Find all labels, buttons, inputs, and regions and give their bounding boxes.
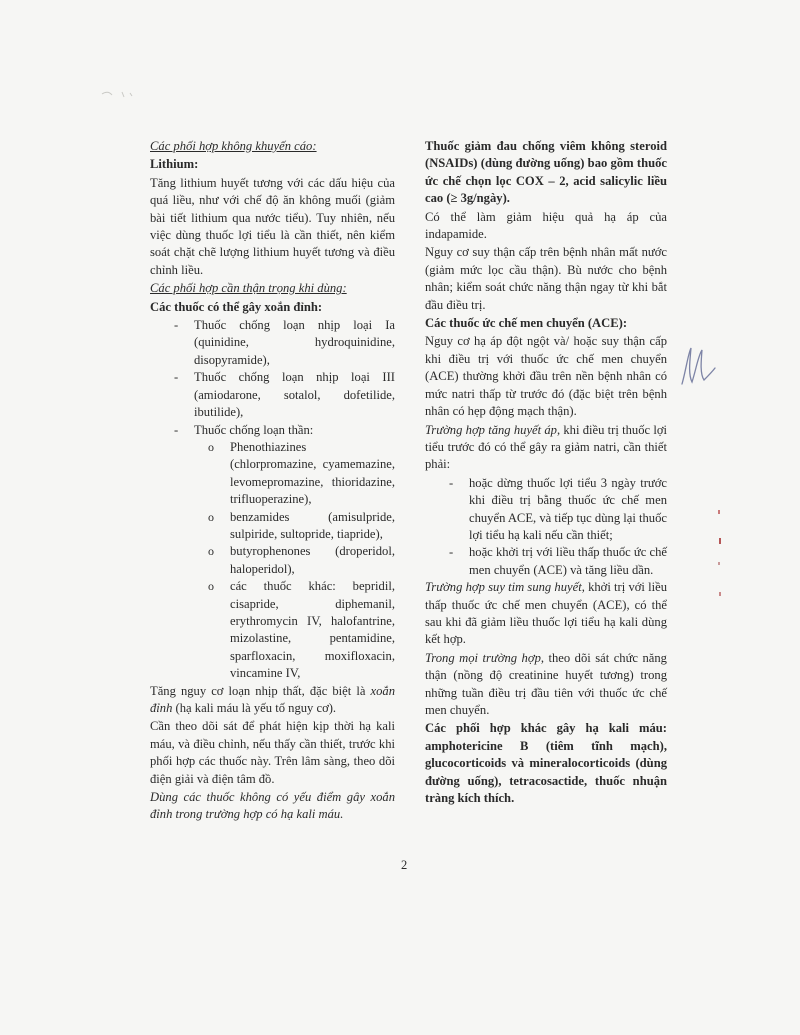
scan-artifact xyxy=(712,500,726,610)
hypertension-list xyxy=(425,475,667,579)
list-item: o benzamides (amisulpride, sulpiride, sultopride, tiapride), xyxy=(208,509,395,544)
risk-pre: Tăng nguy cơ loạn nhịp thất, đặc biệt là xyxy=(150,683,371,698)
heart-failure-rest: , khởi trị với liều thấp thuốc ức chế men chuyển (ACE), có thể sau khi đã giảm liều thuốc lợi tiểu hạ kali dùng kết hợp. xyxy=(425,580,667,647)
hypertension-rest: , khi điều trị thuốc lợi tiểu trước đó có thể gây ra giảm natri, cần thiết phải: xyxy=(425,422,667,472)
signature-mark xyxy=(678,340,718,390)
left-column xyxy=(150,138,395,825)
list-item-label: Thuốc chống loạn thần: xyxy=(194,422,314,437)
risk-post: (hạ kali máu là yếu tố nguy cơ). xyxy=(172,701,337,715)
heading-not-recommended: Các phối hợp không khuyến cáo: xyxy=(150,139,317,153)
list-item: - Thuốc chống loạn nhịp loại Ia (quinidine, hydroquinidine, disopyramide), xyxy=(172,317,395,369)
page-number: 2 xyxy=(401,858,408,872)
all-cases-paragraph xyxy=(425,650,667,720)
lithium-text: Tăng lithium huyết tương với các dấu hiệu của quá liều, như với chế độ ăn không muối (giảm bài tiết lithium qua nước tiểu). Tuy nhiên, nếu việc dùng thuốc lợi tiểu là cần thiết, nên kiểm soát chặt chẽ lượng lithium huyết tương và điều chỉnh liều. xyxy=(150,175,395,277)
risk-italic: xoắn đỉnh xyxy=(150,683,395,715)
risk-text xyxy=(150,683,395,718)
nsaid-paragraph-2: Nguy cơ suy thận cấp trên bệnh nhân mất nước (giảm mức lọc cầu thận). Bù nước cho bệnh nhân; kiểm soát chức năng thận ngay từ khi bắt đầu điều trị. xyxy=(425,245,667,312)
all-cases-italic: Trong mọi trường hợp xyxy=(425,650,541,665)
other-combinations: Các phối hợp khác gây hạ kali máu: amphotericine B (tiêm tĩnh mạch), glucocorticoids và mineralocorticoids (dùng đường uống), tetracosactide, thuốc nhuận tràng kích thích. xyxy=(425,721,667,806)
drug-list xyxy=(150,317,395,683)
torsade-title: Các thuốc có thể gây xoắn đỉnh: xyxy=(150,299,323,314)
lithium-title: Lithium: xyxy=(150,157,199,172)
list-item: o butyrophenones (droperidol, haloperidol), xyxy=(208,543,395,578)
ace-paragraph: Nguy cơ hạ áp đột ngột và/ hoặc suy thận cấp khi điều trị với thuốc ức chế men chuyển (ACE) thường khởi đầu trên nền bệnh nhân có mức natri thấp từ trước đó (đặc biệt trên bệnh nhân có hẹp động mạch thận). xyxy=(425,334,667,419)
list-item: - hoặc dừng thuốc lợi tiểu 3 ngày trước khi điều trị bằng thuốc ức chế men chuyển ACE, và tiếp tục dùng lại thuốc lợi tiểu hạ kali nếu cần thiết; xyxy=(447,475,667,545)
monitor-text: Cần theo dõi sát để phát hiện kịp thời hạ kali máu, và điều chỉnh, nếu thấy cần thiết, trước khi phối hợp các thuốc này. Trên lâm sàng, theo dõi điện giải và điện tâm đồ. xyxy=(150,719,395,786)
all-cases-rest: , theo dõi sát chức năng thận (nồng độ creatinine huyết tương) trong những tuần điều trị đầu tiên với thuốc ức chế men chuyển. xyxy=(425,650,667,717)
list-item: - hoặc khởi trị với liều thấp thuốc ức chế men chuyển (ACE) và tăng liều dần. xyxy=(447,544,667,579)
list-item xyxy=(172,422,395,683)
list-item: o Phenothiazines (chlorpromazine, cyamemazine, levomepromazine, thioridazine, trifluoperazine), xyxy=(208,439,395,509)
right-column xyxy=(425,138,667,808)
antipsychotic-list xyxy=(194,439,395,683)
hypertension-paragraph xyxy=(425,422,667,474)
nsaid-title: Thuốc giảm đau chống viêm không steroid (NSAIDs) (dùng đường uống) bao gồm thuốc ức chế chọn lọc COX – 2, acid salicylic liều cao (≥ 3g/ngày). xyxy=(425,139,667,206)
scan-artifact xyxy=(100,88,140,100)
hypertension-italic: Trường hợp tăng huyết áp xyxy=(425,422,557,437)
nsaid-paragraph-1: Có thể làm giảm hiệu quả hạ áp của indapamide. xyxy=(425,209,667,242)
heart-failure-italic: Trường hợp suy tim sung huyết xyxy=(425,580,582,595)
closing-note: Dùng các thuốc không có yếu điểm gây xoắn đỉnh trong trường hợp có hạ kali máu. xyxy=(150,790,395,822)
heading-caution: Các phối hợp cần thận trọng khi dùng: xyxy=(150,281,347,296)
list-item: - Thuốc chống loạn nhịp loại III (amiodarone, sotalol, dofetilide, ibutilide), xyxy=(172,369,395,421)
heart-failure-paragraph xyxy=(425,579,667,649)
list-item: o các thuốc khác: bepridil, cisapride, diphemanil, erythromycin IV, halofantrine, mizolastine, pentamidine, sparfloxacin, moxifloxacin, vincamine IV, xyxy=(208,578,395,682)
ace-title: Các thuốc ức chế men chuyển (ACE): xyxy=(425,316,628,331)
